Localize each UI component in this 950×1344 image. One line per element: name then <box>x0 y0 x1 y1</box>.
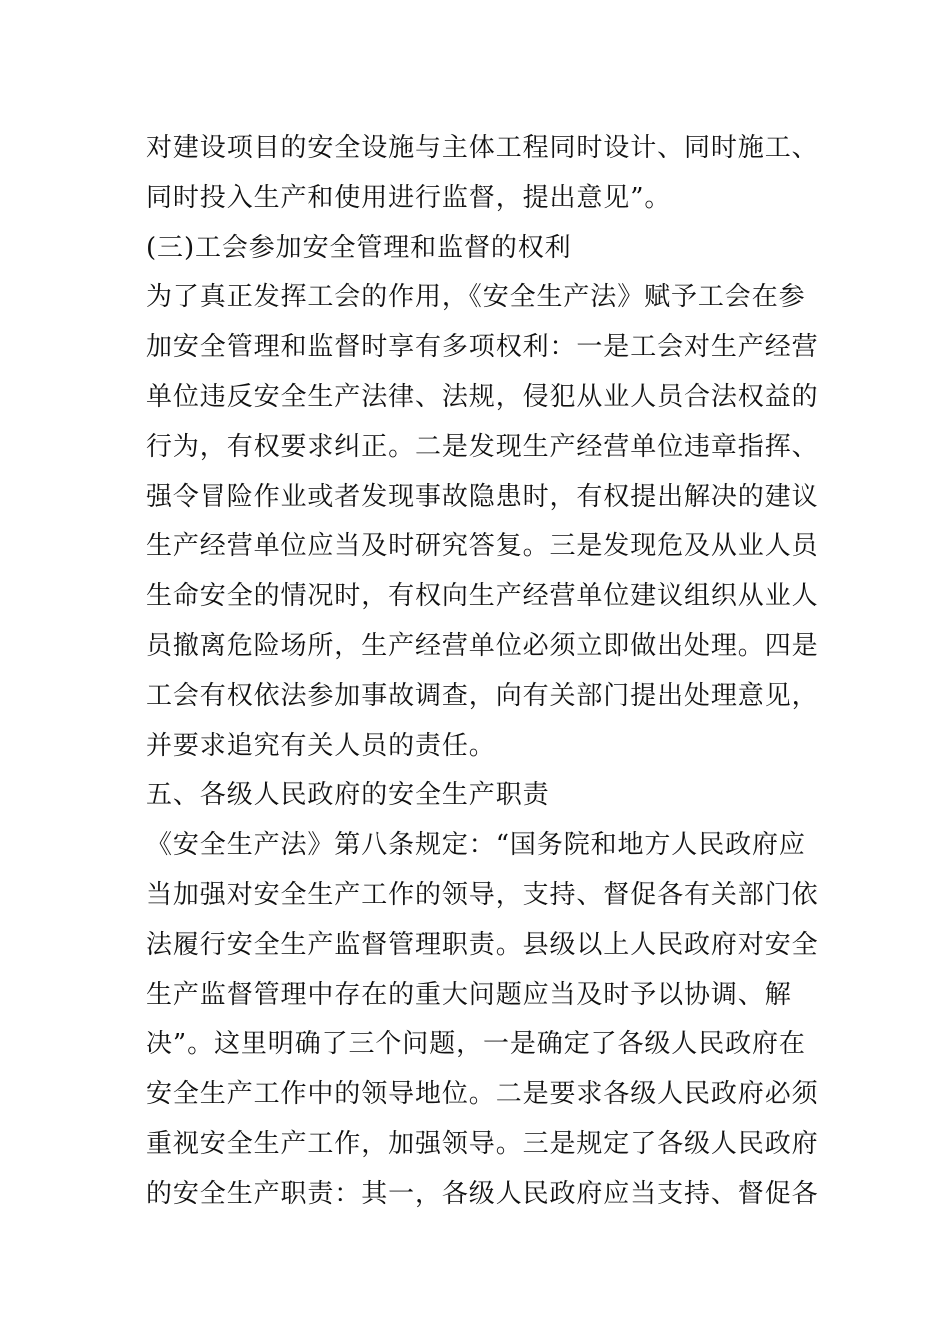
text-line-11: 员撤离危险场所，生产经营单位必须立即做出处理。四是 <box>146 630 819 661</box>
text-line-8: 强令冒险作业或者发现事故隐患时，有权提出解决的建议 <box>146 481 819 512</box>
text-line-6: 单位违反安全生产法律、法规，侵犯从业人员合法权益的 <box>146 381 819 412</box>
text-line-10: 生命安全的情况时，有权向生产经营单位建议组织从业人 <box>146 581 819 612</box>
text-line-20: 安全生产工作中的领导地位。二是要求各级人民政府必须 <box>146 1079 819 1110</box>
document-body <box>146 124 826 1220</box>
text-line-13: 并要求追究有关人员的责任。 <box>146 730 496 761</box>
text-line-16: 当加强对安全生产工作的领导，支持、督促各有关部门依 <box>146 879 819 910</box>
text-line-15: 《安全生产法》第八条规定：“国务院和地方人民政府应 <box>146 830 806 861</box>
text-line-19: 决”。这里明确了三个问题，一是确定了各级人民政府在 <box>146 1029 806 1060</box>
text-line-4: 为了真正发挥工会的作用，《安全生产法》赋予工会在参 <box>146 282 806 313</box>
text-line-1: 对建设项目的安全设施与主体工程同时设计、同时施工、 <box>146 133 819 163</box>
text-line-2: 同时投入生产和使用进行监督，提出意见”。 <box>146 182 672 213</box>
text-line-12: 工会有权依法参加事故调查，向有关部门提出处理意见， <box>146 680 819 711</box>
text-line-22: 的安全生产职责：其一，各级人民政府应当支持、督促各 <box>146 1178 819 1209</box>
text-line-18: 生产监督管理中存在的重大问题应当及时予以协调、解 <box>146 979 792 1010</box>
section-heading-union-rights: (三)工会参加安全管理和监督的权利 <box>146 232 572 263</box>
text-line-17: 法履行安全生产监督管理职责。县级以上人民政府对安全 <box>146 929 819 960</box>
section-heading-government-duties: 五、各级人民政府的安全生产职责 <box>146 780 550 811</box>
text-line-21: 重视安全生产工作，加强领导。三是规定了各级人民政府 <box>146 1128 819 1159</box>
text-line-7: 行为，有权要求纠正。二是发现生产经营单位违章指挥、 <box>146 431 819 462</box>
text-line-5: 加安全管理和监督时享有多项权利：一是工会对生产经营 <box>146 332 819 363</box>
text-line-9: 生产经营单位应当及时研究答复。三是发现危及从业人员 <box>146 531 819 562</box>
